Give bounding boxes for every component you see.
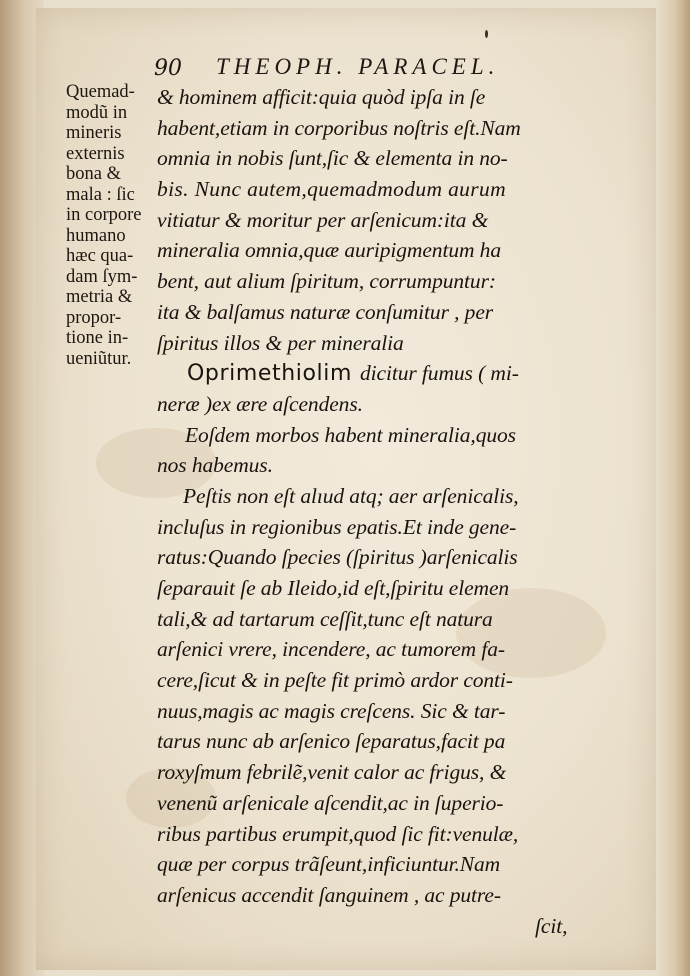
text-line: incluſus in regionibus epatis.Et inde gene- [157, 514, 517, 539]
margin-line: humano [66, 225, 126, 246]
text-line: ribus partibus erumpit,quod ſic fit:venulæ, [157, 821, 519, 846]
margin-line: modũ in [66, 102, 128, 123]
text-line: mineralia omnia,quæ auripigmentum ha [157, 238, 501, 263]
text-line: arſenicus accendit ſanguinem , ac putre- [157, 882, 501, 907]
margin-line: metria & [66, 287, 133, 307]
text-line: nos habemus. [157, 453, 273, 478]
margin-line: bona & [66, 164, 121, 184]
margin-line: in corpore [66, 205, 142, 225]
margin-line: Quemad- [66, 82, 135, 102]
text-line: Peſtis non eſt alıud atq; aer arſenicalis, [183, 483, 519, 508]
margin-line: mineris [66, 123, 122, 143]
margin-line: tione in- [66, 328, 129, 348]
text-line: arſenici vrere, incendere, ac tumorem fa- [157, 637, 505, 662]
text-line: neræ )ex ære aſcendens. [157, 391, 363, 416]
page-header [154, 52, 564, 86]
text-line: roxyſmum febrilẽ,venit calor ac frigus, & [157, 760, 507, 785]
text-line: bent, aut alium ſpiritum, corrumpuntur: [157, 269, 496, 294]
text-line: quæ per corpus trãſeunt,inficiuntur.Nam [157, 852, 501, 877]
text-line: ſeparauit ſe ab Ileido,id eſt,ſpiritu elemen [157, 576, 510, 600]
text-line: venenũ arſenicale aſcendit,ac in ſuperio- [157, 790, 504, 815]
text-line: nuus,magis ac magis creſcens. Sic & tar- [157, 698, 506, 723]
main-text-block [157, 82, 582, 941]
margin-line: ueniũtur. [66, 348, 132, 369]
oprimet-gloss: dicitur fumus ( mi- [360, 361, 519, 386]
margin-line: propor- [66, 307, 122, 328]
page-number: 90 [154, 56, 182, 81]
margin-line: mala : ſic [66, 184, 135, 205]
text-line: ſpiritus illos & per mineralia [157, 330, 404, 355]
margin-line: externis [66, 143, 125, 164]
text-line: cere,ſicut & in peſte fit primò ardor conti- [157, 668, 513, 693]
text-line: habent,etiam in corporibus noſtris eſt.Nam [157, 115, 521, 140]
oprimet-line [157, 358, 582, 389]
text-line: omnia in nobis ſunt,ſic & elementa in no- [157, 146, 508, 171]
ink-speck [485, 30, 488, 38]
marginal-note [66, 82, 166, 369]
text-line: bis. Nunc autem,quemadmodum aurum [157, 177, 506, 202]
text-line: ita & balſamus naturæ conſumitur , per [157, 299, 494, 324]
text-line: tali,& ad tartarum ceſſit,tunc eſt natura [157, 606, 493, 631]
right-page-edge [654, 0, 690, 976]
running-head: THEOPH. PARACEL. [216, 54, 500, 79]
margin-line: hæc qua- [66, 246, 134, 266]
text-line: Eoſdem morbos habent mineralia,quos [185, 422, 516, 447]
text-line: ratus:Quando ſpecies (ſpiritus )arſenicalis [157, 545, 518, 570]
catchword: ſcit, [535, 913, 568, 938]
text-line: vitiatur & moritur per arſenicum:ita & [157, 207, 489, 232]
text-line: & hominem afficit:quia quòd ipſa in ſe [157, 85, 486, 109]
text-line: tarus nunc ab arſenico ſeparatus,facit pa [157, 729, 506, 754]
oprimet-term: Oprimethiolim [187, 361, 353, 387]
margin-line: dam ſym- [66, 266, 138, 287]
